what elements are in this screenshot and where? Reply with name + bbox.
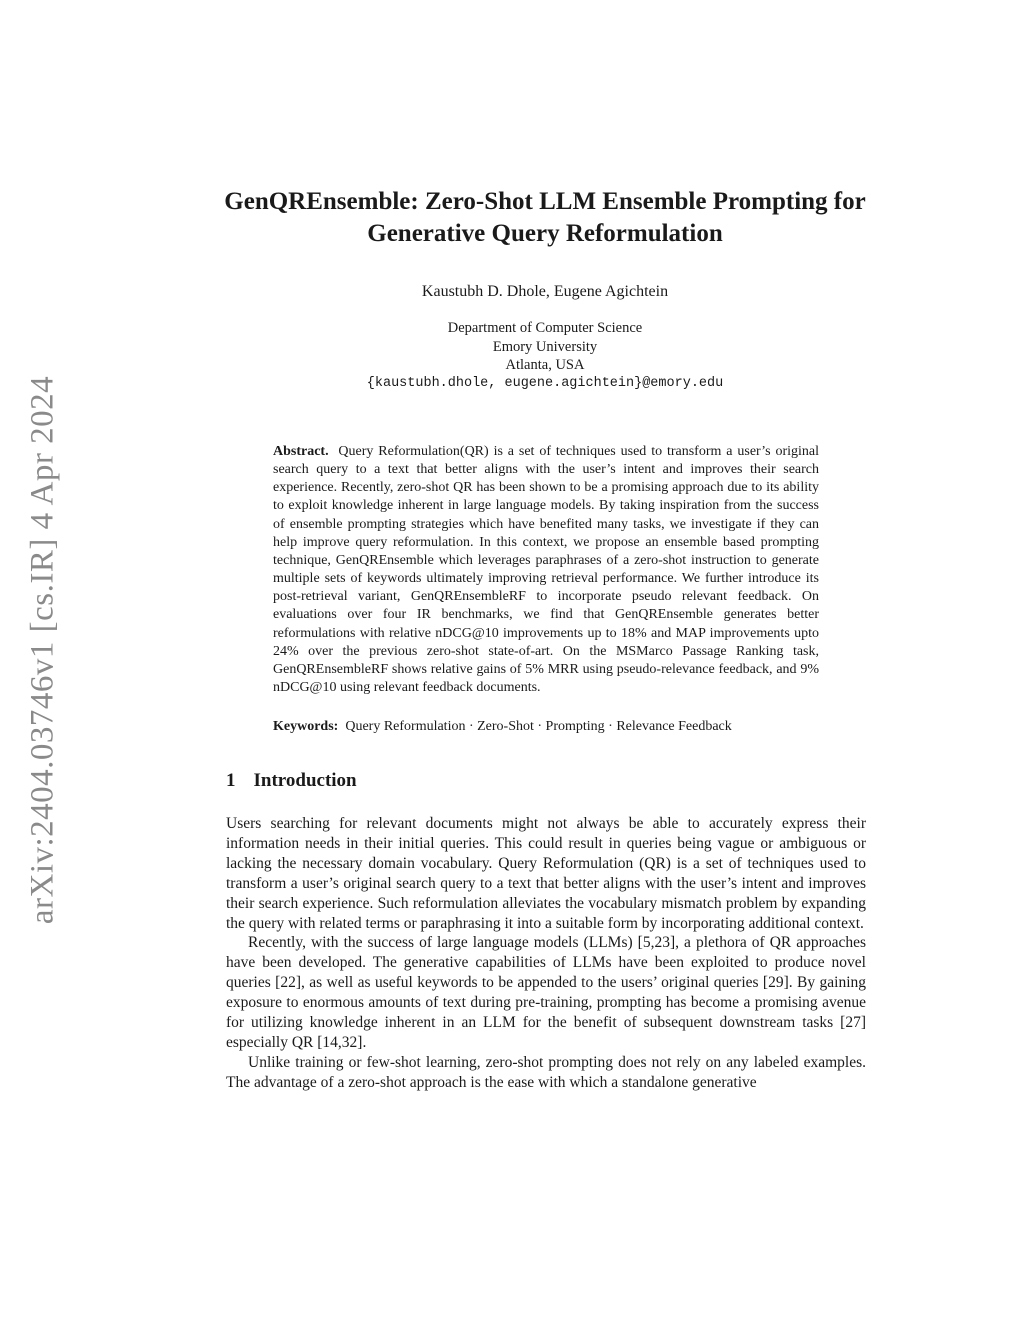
affiliation-university: Emory University xyxy=(492,338,598,355)
affiliation-department: Department of Computer Science xyxy=(447,320,643,336)
paragraph: Unlike training or few-shot learning, zero-shot prompting does not rely on any labeled examples. The advantage of a zero-shot approach is the ease with which a standalone generative xyxy=(226,1053,866,1091)
paragraph: Recently, with the success of large language models (LLMs) [5,23], a plethora of QR approaches have been developed. The generative capabilities of LLMs have been exploited to produce novel queries [22], as well as useful keywords to be appended to the users’ original queries [29]. By gaining exposure to enormous amounts of text during pre-training, prompting has become a promising avenue for utilizing knowledge inherent in an LLM for the benefit of subsequent downstream tasks [27] especially QR [14,32]. xyxy=(226,934,866,1051)
abstract xyxy=(273,443,819,697)
affiliation-location: Atlanta, USA xyxy=(505,357,585,373)
abstract-label: Abstract. xyxy=(273,444,329,459)
paper-title-line-2: Generative Query Reformulation xyxy=(367,220,723,247)
paragraph: Users searching for relevant documents might not always be able to accurately express their information needs in their initial queries. This could result in queries being vague or ambiguous or lacking the necessary domain vocabulary. Query Reformulation (QR) is a set of techniques used to transform a user’s original search query to a text that better aligns with the user’s intent and improves their search experience. Such reformulation alleviates the vocabulary mismatch problem by expanding the query with related terms or paraphrasing it into a suitable form by incorporating additional context. xyxy=(226,815,866,932)
arxiv-identifier-stamp: arXiv:2404.03746v1 [cs.IR] 4 Apr 2024 xyxy=(24,375,61,925)
affiliation-block xyxy=(200,319,890,393)
author-email: {kaustubh.dhole, eugene.agichtein}@emory.edu xyxy=(366,375,724,391)
abstract-text: Query Reformulation(QR) is a set of techniques used to transform a user’s original search query to a text that better aligns with the user’s intent and improves their search experience. Recently, zero-shot QR has been shown to be a promising approach due to its ability to exploit knowledge inherent in large language models. By taking inspiration from the success of ensemble prompting strategies which have benefited many tasks, we investigate if they can help improve query reformulation. In this context, we propose an ensemble based prompting technique, GenQREnsemble which leverages paraphrases of a zero-shot instruction to generate multiple sets of keywords ultimately improving retrieval performance. We further introduce its post-retrieval variant, GenQREnsembleRF to incorporate pseudo relevant feedback. On evaluations over four IR benchmarks, we find that GenQREnsemble generates better reformulations with relative nDCG@10 improvements up to 18% and MAP improvements upto 24% over the previous zero-shot state-of-art. On the MSMarco Passage Ranking task, GenQREnsembleRF shows relative gains of 5% MRR using pseudo-relevance feedback, and 9% nDCG@10 using relevant feedback documents. xyxy=(273,444,819,696)
section-number: 1 xyxy=(226,770,236,791)
introduction-body xyxy=(226,814,866,1093)
author-list: Kaustubh D. Dhole, Eugene Agichtein xyxy=(421,283,669,300)
keywords xyxy=(273,718,819,736)
section-title: Introduction xyxy=(253,770,357,791)
keywords-text: Query Reformulation · Zero-Shot · Prompting · Relevance Feedback xyxy=(345,719,732,734)
paper-title-line-1: GenQREnsemble: Zero-Shot LLM Ensemble Prompting for xyxy=(224,188,866,215)
keywords-label: Keywords: xyxy=(273,719,339,734)
section-heading-introduction xyxy=(226,770,357,792)
paper-title xyxy=(200,186,890,250)
